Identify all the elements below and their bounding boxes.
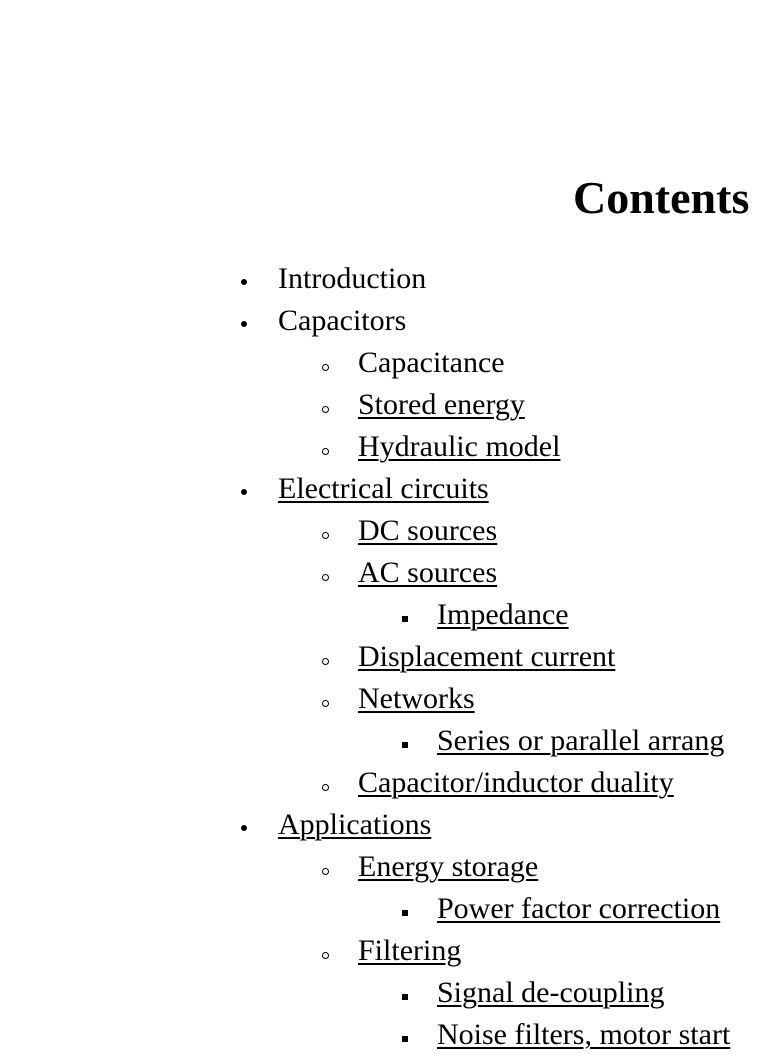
bullet-icon — [402, 910, 408, 916]
toc-item-link[interactable]: Networks — [358, 682, 475, 715]
bullet-icon — [322, 700, 329, 707]
toc-item — [437, 1015, 730, 1055]
bullet-icon — [322, 364, 329, 371]
toc-item — [358, 931, 461, 971]
bullet-icon — [322, 952, 329, 959]
bullet-icon — [402, 994, 408, 1000]
toc-item-link[interactable]: Displacement current — [358, 640, 616, 673]
toc-item — [358, 553, 497, 593]
bullet-icon — [241, 279, 247, 285]
bullet-icon — [322, 532, 329, 539]
toc-item-link[interactable]: Impedance — [437, 598, 569, 631]
toc-item-link[interactable]: Energy storage — [358, 850, 539, 883]
toc-item — [358, 511, 497, 551]
toc-item — [278, 469, 489, 509]
toc-item-label: Capacitance — [358, 346, 505, 379]
toc-item — [278, 259, 426, 299]
toc-item — [437, 973, 664, 1013]
bullet-icon — [402, 1036, 408, 1042]
bullet-icon — [322, 658, 329, 665]
toc-item — [278, 301, 406, 341]
toc-item — [437, 889, 720, 929]
toc-item-link[interactable]: Series or parallel arrang — [437, 724, 725, 757]
toc-item-link[interactable]: AC sources — [358, 556, 498, 589]
bullet-icon — [322, 448, 329, 455]
toc-item — [437, 595, 569, 635]
toc-item-link[interactable]: Applications — [278, 808, 432, 841]
toc-item-link[interactable]: Noise filters, motor start — [437, 1018, 731, 1051]
bullet-icon — [322, 868, 329, 875]
toc-item-link[interactable]: Filtering — [358, 934, 462, 967]
bullet-icon — [241, 321, 247, 327]
toc-item — [358, 637, 615, 677]
toc-item-link[interactable]: Capacitor/inductor duality — [358, 766, 674, 799]
page-title: Contents — [573, 172, 750, 223]
toc-item — [437, 721, 724, 761]
bullet-icon — [241, 825, 247, 831]
bullet-icon — [322, 406, 329, 413]
toc-item — [358, 847, 538, 887]
toc-item — [358, 343, 505, 383]
bullet-icon — [241, 489, 247, 495]
bullet-icon — [322, 784, 329, 791]
toc-item-link[interactable]: Signal de-coupling — [437, 976, 665, 1009]
toc-item — [358, 427, 560, 467]
toc-item-link[interactable]: DC sources — [358, 514, 498, 547]
toc-item — [358, 679, 475, 719]
toc-item-link[interactable]: Power factor correction — [437, 892, 721, 925]
toc-item — [358, 763, 674, 803]
bullet-icon — [402, 742, 408, 748]
bullet-icon — [402, 616, 408, 622]
toc-item-label: Capacitors — [278, 304, 407, 337]
toc-item-label: Introduction — [278, 262, 427, 295]
toc-item-link[interactable]: Hydraulic model — [358, 430, 561, 463]
toc-item — [278, 805, 431, 845]
bullet-icon — [322, 574, 329, 581]
toc-item — [358, 385, 525, 425]
toc-item-link[interactable]: Electrical circuits — [278, 472, 489, 505]
toc-item-link[interactable]: Stored energy — [358, 388, 525, 421]
